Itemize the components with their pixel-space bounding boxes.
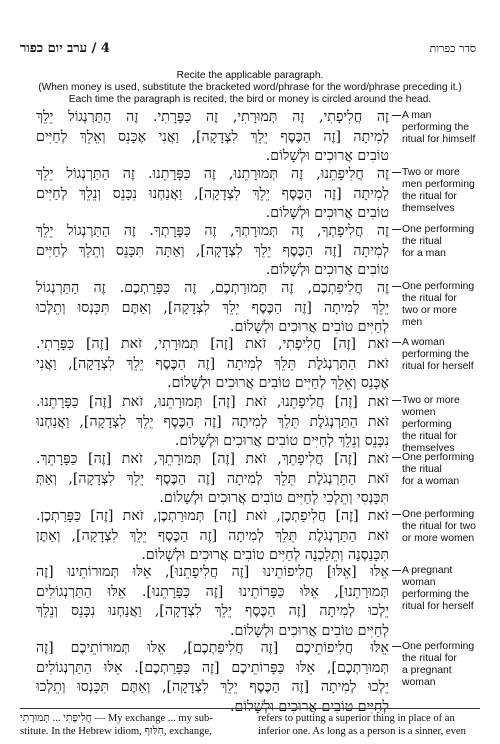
hebrew-line: זֹאת הַתַּרְנְגֹלֶת תֵּלֵךְ לְמִיתָה [זֶה הַכֶּסֶף יֵלֵךְ לִצְדָקָה], וְאַתֶּן [36, 527, 389, 544]
label-line [392, 601, 474, 613]
hebrew-line: לְחַיִּים טוֹבִים אֲרוּכִים וּלְשָׁלוֹם. [229, 319, 389, 336]
hebrew-line: לְמִיתָה [זֶה הַכֶּסֶף יֵלֵךְ לִצְדָקָה], וְאַתָּה תִּכָּנֵס וְתֵלֵךְ לְחַיִּים [36, 242, 389, 259]
label-line [392, 236, 474, 248]
hebrew-line: לְחַיִּים טוֹבִים אֲרוּכִים וּלְשָׁלוֹם. [229, 622, 389, 639]
label-dash [392, 570, 401, 571]
label-line [392, 179, 475, 191]
label-text: One performing [402, 509, 475, 520]
label-line [392, 665, 474, 677]
hebrew-text [36, 165, 389, 224]
paragraph-label [392, 509, 476, 545]
instruction-line: Each time the paragraph is recited, the bird or money is circled around the head. [68, 94, 432, 105]
hebrew-text [36, 563, 389, 641]
hebrew-text [36, 450, 389, 509]
label-line [392, 134, 475, 146]
label-line [392, 407, 460, 419]
hebrew-line: לְמִיתָה [זֶה הַכֶּסֶף יֵלֵךְ לִצְדָקָה], וַאֲנַחְנוּ נִכָּנֵס וְנֵלֵךְ לְחַיִּים [36, 185, 389, 202]
hebrew-line: נִכָּנֵס וְנֵלֵךְ לְחַיִּים טוֹבִים אֲרוּכִים וּלְשָׁלוֹם. [174, 433, 389, 450]
label-dash [392, 457, 401, 458]
label-line [392, 203, 475, 215]
label-dash [392, 286, 401, 287]
label-text: a pregnant [402, 665, 452, 676]
paragraph-label [392, 395, 460, 455]
label-dash [392, 115, 401, 116]
label-line [392, 110, 475, 122]
label-text: the ritual for two [402, 521, 476, 532]
instruction-line: (When money is used, substitute the bracketed word/phrase for the word/phrase preceding it.) [38, 82, 462, 93]
label-text: performing the [402, 122, 469, 133]
hebrew-line: זֹאת [זֶה] חֲלִיפָתִי, זֹאת [זֶה] תְּמוּרָתִי, זֹאת [זֶה] כַּפָּרָתִי. [36, 336, 389, 352]
hebrew-text [36, 222, 389, 281]
hebrew-text [36, 507, 389, 566]
label-line [392, 293, 474, 305]
hebrew-line: זֹאת הַתַּרְנְגֹלֶת תֵּלֵךְ לְמִיתָה [זֶה הַכֶּסֶף יֵלֵךְ לִצְדָקָה], וַאֲנַחְנוּ [36, 413, 389, 430]
paragraph-label [392, 641, 474, 689]
hebrew-line: טוֹבִים אֲרוּכִים וּלְשָׁלוֹם. [265, 262, 389, 279]
label-text: A pregnant [402, 565, 453, 576]
label-text: ritual for herself [402, 361, 474, 372]
hebrew-line: זֹאת [זֶה] חֲלִיפָתֵנוּ, זֹאת [זֶה] תְּמוּרָתֵנוּ, זֹאת [זֶה] כַּפָּרָתֵנוּ. [36, 394, 389, 410]
hebrew-line: זֹאת [זֶה] חֲלִיפַתְכֶן, זֹאת [זֶה] תְּמוּרַתְכֶן, זֹאת [זֶה] כַּפָּרַתְכֶן. [36, 508, 389, 524]
hebrew-line: זֶה חֲלִיפָתְךָ, זֶה תְּמוּרָתְךָ, זֶה כַּפָּרָתְךָ. זֶה הַתַּרְנְגוֹל יֵלֵךְ [36, 223, 389, 239]
hebrew-line: זֹאת הַתַּרְנְגֹלֶת תֵּלֵךְ לְמִיתָה [זֶה הַכֶּסֶף יֵלֵךְ לִצְדָקָה], וַאֲנִי [36, 355, 389, 372]
label-text: the ritual for [402, 191, 457, 202]
label-text: women [402, 407, 436, 418]
label-dash [392, 342, 401, 343]
footnote-right [258, 712, 480, 738]
label-text: or more women [402, 533, 475, 544]
hebrew-line: טוֹבִים אֲרוּכִים וּלְשָׁלוֹם. [265, 205, 389, 222]
label-text: men [402, 317, 423, 328]
hebrew-line: זֹאת הַתַּרְנְגֹלֶת תֵּלֵךְ לְמִיתָה [זֶה הַכֶּסֶף יֵלֵךְ לִצְדָקָה], וְאַתְּ [36, 470, 389, 487]
section-title: סדר כפרות [429, 42, 476, 55]
label-text: themselves [402, 203, 455, 214]
label-text: performing the [402, 349, 469, 360]
footnote-line: refers to putting a superior thing in place of an [258, 713, 455, 724]
label-text: Two or more [402, 167, 460, 178]
hebrew-line: זֶה חֲלִיפָתֵנוּ, זֶה תְּמוּרָתֵנוּ, זֶה כַּפָּרָתֵנוּ. זֶה הַתַּרְנְגוֹל יֵלֵךְ [36, 166, 389, 182]
label-dash [392, 229, 401, 230]
label-dash [392, 514, 401, 515]
instruction-line: Recite the applicable paragraph. [176, 70, 324, 81]
label-line [392, 521, 476, 533]
label-text: A man [402, 110, 432, 121]
hebrew-line: יֵלֵךְ לְמִיתָה [זֶה הַכֶּסֶף יֵלֵךְ לִצְדָקָה], וְאַתֶּם תִּכָּנְסוּ וְתֵלְכוּ [36, 299, 389, 316]
label-text: the ritual for [402, 431, 457, 442]
label-dash [392, 172, 401, 173]
label-text: the ritual for [402, 653, 457, 664]
label-line [392, 565, 474, 577]
label-text: woman [402, 677, 436, 688]
label-line [392, 349, 474, 361]
paragraph-label [392, 281, 474, 329]
label-line [392, 476, 474, 488]
footnote-left [20, 712, 242, 738]
label-line [392, 361, 474, 373]
label-line [392, 305, 474, 317]
label-line [392, 464, 474, 476]
label-text: for a woman [402, 476, 460, 487]
label-line [392, 337, 474, 349]
label-text: themselves [402, 443, 455, 454]
label-text: for a man [402, 248, 446, 259]
paragraph-label [392, 565, 474, 613]
hebrew-line: לְמִיתָה [זֶה הַכֶּסֶף יֵלֵךְ לִצְדָקָה], וַאֲנִי אֶכָּנֵס וְאֵלֵךְ לְחַיִּים [36, 128, 389, 145]
label-line [392, 533, 476, 545]
hebrew-line: זֹאת [זֶה] חֲלִיפָתֵךְ, זֹאת [זֶה] תְּמוּרָתֵךְ, זֹאת [זֶה] כַּפָּרָתֵךְ. [36, 451, 389, 467]
hebrew-line: אֵלּוּ חֲלִיפוֹתֵיכֶם [זֶה חֲלִיפַתְכֶם], אֵלּוּ תְּמוּרוֹתֵיכֶם [זֶה [36, 640, 389, 656]
label-text: the ritual [402, 236, 442, 247]
instructions [20, 70, 480, 106]
footnote-line: inferior one. As long as a person is a sinner, even [258, 726, 466, 737]
label-line [392, 167, 475, 179]
label-text: One performing [402, 641, 475, 652]
footnote-line: חֲלִיפָתִי ... תְּמוּרָתִי — My exchange ... my sub- [20, 713, 213, 724]
hebrew-text [36, 108, 389, 167]
hebrew-line: טוֹבִים אֲרוּכִים וּלְשָׁלוֹם. [265, 148, 389, 165]
label-line [392, 395, 460, 407]
label-text: two or more [402, 305, 457, 316]
label-text: men performing [402, 179, 475, 190]
label-text: One performing [402, 452, 475, 463]
label-line [392, 452, 474, 464]
paragraph-label [392, 452, 474, 488]
label-text: One performing [402, 224, 475, 235]
label-text: One performing [402, 281, 475, 292]
hebrew-line: זֶה חֲלִיפַתְכֶם, זֶה תְּמוּרַתְכֶם, זֶה כַּפָּרַתְכֶם. זֶה הַתַּרְנְגוֹל [36, 280, 389, 296]
paragraph-label [392, 337, 474, 373]
label-text: ritual for himself [402, 134, 476, 145]
running-title: 4 / ערב יום כפור [20, 41, 110, 56]
label-dash [392, 646, 401, 647]
label-line [392, 653, 474, 665]
paragraph-label [392, 110, 475, 146]
paragraph-label [392, 167, 475, 215]
label-line [392, 641, 474, 653]
label-line [392, 191, 475, 203]
label-text: A woman [402, 337, 445, 348]
label-line [392, 509, 476, 521]
label-text: performing [402, 419, 452, 430]
label-text: the ritual for [402, 293, 457, 304]
label-line [392, 419, 460, 431]
hebrew-text [36, 335, 389, 394]
label-text: woman [402, 577, 436, 588]
label-text: performing the [402, 589, 469, 600]
hebrew-line: יֵלְכוּ לְמִיתָה [זֶה הַכֶּסֶף יֵלֵךְ לִצְדָקָה], וַאֲנַחְנוּ נִכָּנֵס וְנֵלֵךְ [36, 603, 389, 620]
footnote-line: stitute. In the Hebrew idiom, חִלּוּף, exchange, [20, 726, 212, 737]
hebrew-line: זֶה חֲלִיפָתִי, זֶה תְּמוּרָתִי, זֶה כַּפָּרָתִי. זֶה הַתַּרְנְגוֹל יֵלֵךְ [36, 109, 389, 125]
hebrew-text [36, 639, 389, 717]
label-line [392, 248, 474, 260]
label-line [392, 431, 460, 443]
hebrew-line: אֶכָּנֵס וְאֵלֵךְ לְחַיִּים טוֹבִים אֲרוּכִים וּלְשָׁלוֹם. [167, 375, 389, 392]
hebrew-line: יֵלְכוּ לְמִיתָה [זֶה הַכֶּסֶף יֵלֵךְ לִצְדָקָה], וְאַתֶּם תִּכָּנְסוּ וְתֵלְכוּ [36, 679, 389, 696]
paragraph-label [392, 224, 474, 260]
hebrew-line: תִּכָּנְסִי וְתֵלְכִי לְחַיִּים טוֹבִים אֲרוּכִים וּלְשָׁלוֹם. [159, 490, 389, 507]
hebrew-line: תְּמוּרַתְכֶם], אֵלּוּ כַּפָּרוֹתֵיכֶם [זֶה כַּפָּרַתְכֶם]. אֵלּוּ הַתַּרְנְגוֹלִים [36, 659, 389, 676]
hebrew-text [36, 393, 389, 452]
label-line [392, 122, 475, 134]
label-line [392, 589, 474, 601]
hebrew-text [36, 279, 389, 338]
label-dash [392, 400, 401, 401]
label-line [392, 317, 474, 329]
label-line [392, 577, 474, 589]
hebrew-line: לְחַיִּים טוֹבִים אֲרוּכִים וּלְשָׁלוֹם. [229, 698, 389, 715]
footnote-divider [20, 708, 480, 709]
label-text: the ritual [402, 464, 442, 475]
label-line [392, 677, 474, 689]
label-line [392, 224, 474, 236]
hebrew-line: תִּכָּנַסְנָה וְתֵלַכְנָה לְחַיִּים טוֹבִים אֲרוּכִים וּלְשָׁלוֹם. [141, 547, 389, 564]
hebrew-line: תְּמוּרָתֵנוּ], אֵלּוּ כַּפָּרוֹתֵינוּ [זֶה כַּפָּרָתֵנוּ]. אֵלּוּ הַתַּרְנְגוֹלִים [36, 583, 389, 600]
label-text: Two or more [402, 395, 460, 406]
label-line [392, 281, 474, 293]
label-text: ritual for herself [402, 601, 474, 612]
hebrew-line: אֵלּוּ [אֵלּוּ] חֲלִיפוֹתֵינוּ [זֶה חֲלִיפָתֵנוּ], אֵלּוּ תְּמוּרוֹתֵינוּ [זֶה [36, 564, 389, 580]
